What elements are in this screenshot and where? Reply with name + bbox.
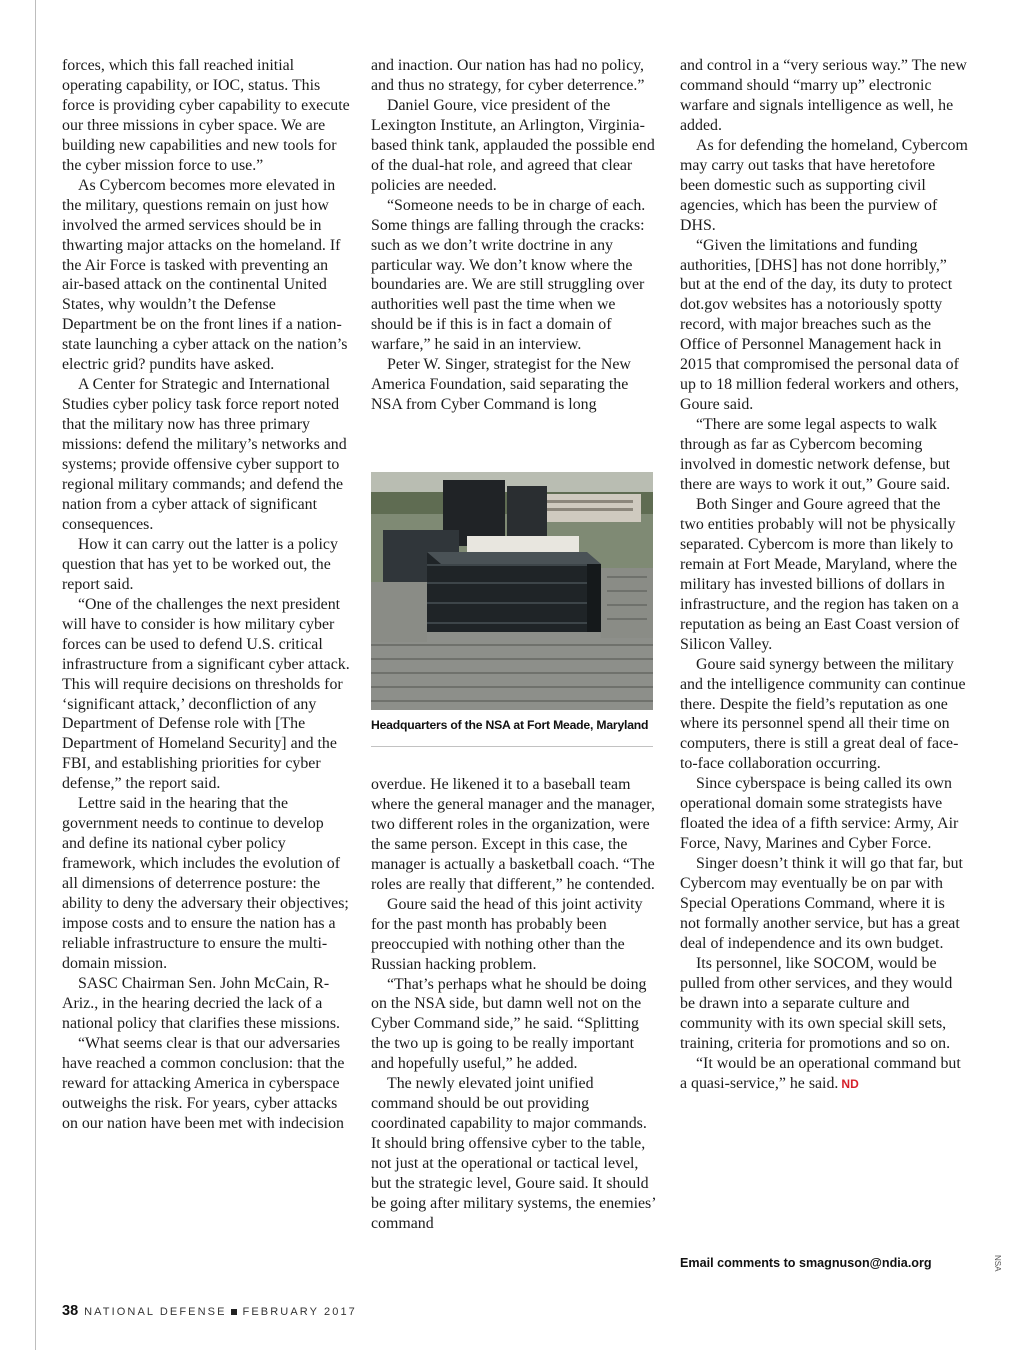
photo-credit: NSA	[993, 1255, 1002, 1272]
end-mark: ND	[841, 1076, 859, 1091]
paragraph: “Someone needs to be in charge of each. Some things are falling through the cracks: such as we don’t write doctrine in any particular way. We don’t know where the boundaries are. We are still struggling over authorities well past the time when we should be if this is in fact a domain of warfare,” he said in an interview.	[371, 196, 646, 354]
paragraph: Singer doesn’t think it will go that far, but Cybercom may eventually be on par with Special Operations Command, where it is not formally another service, but has a great deal of independence and its own budget.	[680, 855, 963, 952]
paragraph: overdue. He likened it to a baseball team where the general manager and the manager, two different roles in the organization, were the same person. Except in this case, the manager is actually a basketball coach. “The roles are really that different,” he contended.	[371, 776, 655, 893]
paragraph: Its personnel, like SOCOM, would be pulled from other services, and they would be drawn into a separate culture and community with its own special skill sets, training, criteria for promotions and so on.	[680, 954, 953, 1052]
article-column-1	[62, 56, 350, 1133]
article-column-2-bottom	[371, 775, 659, 1234]
paragraph: “Given the limitations and funding authorities, [DHS] has not done horribly,” but at the end of the day, its duty to protect dot.gov websites has a notoriously spotty record, with major breaches such as the Office of Personnel Management hack in 2015 that compromised the personal data of up to 18 million federal workers and others, Goure said.	[680, 236, 959, 414]
nsa-headquarters-photo	[371, 472, 653, 710]
paragraph: How it can carry out the latter is a policy question that has yet to be worked out, the report said.	[62, 535, 338, 593]
paragraph: A Center for Strategic and International Studies cyber policy task force report noted that the military now has three primary missions: defend the military’s networks and systems; provide offensive cyber support to regional military commands; and defend the nation from a cyber attack of significant consequences.	[62, 376, 347, 533]
paragraph: Daniel Goure, vice president of the Lexington Institute, an Arlington, Virginia-based think tank, applauded the possible end of the dual-hat role, and agreed that clear policies are needed.	[371, 96, 655, 194]
publication-name: NATIONAL DEFENSE	[84, 1306, 227, 1318]
paragraph: Lettre said in the hearing that the government needs to continue to develop and define its national cyber policy framework, which includes the evolution of all dimensions of deterrence posture: the ability to deny the adversary their objectives; impose costs and to ensure the nation has a reliable infrastructure to ensure the multi-domain mission.	[62, 795, 349, 972]
paragraph: Both Singer and Goure agreed that the two entities probably will not be physically separated. Cybercom is more than likely to remain at Fort Meade, Maryland, where the military has invested billions of dollars in infrastructure, and the region has taken on a reputation as being an East Coast version of Silicon Valley.	[680, 495, 960, 653]
page-number: 38	[62, 1303, 79, 1319]
paragraph: “There are some legal aspects to walk through as far as Cybercom becoming involved in domestic network defense, but there are ways to work it out,” Goure said.	[680, 416, 951, 494]
paragraph: As for defending the homeland, Cybercom may carry out tasks that have heretofore been domestic such as supporting civil agencies, which has been the purview of DHS.	[680, 136, 968, 234]
paragraph: “What seems clear is that our adversaries have reached a common conclusion: that the reward for attacking America in cyberspace outweighs the risk. For years, cyber attacks on our nation have been met with indecision	[62, 1034, 345, 1132]
article-column-3	[680, 56, 968, 1095]
paragraph: and control in a “very serious way.” The new command should “marry up” electronic warfare and signals intelligence as well, he added.	[680, 57, 967, 134]
page-edge-rule	[35, 0, 36, 1350]
paragraph: “That’s perhaps what he should be doing on the NSA side, but damn well not on the Cyber Command side,” he said. “Splitting the two up is going to be really important and hopefully useful,” he added.	[371, 975, 647, 1073]
paragraph: “One of the challenges the next president will have to consider is how military cyber forces can be used to defend U.S. critical infrastructure from a significant cyber attack. This will require decisions on thresholds for ‘significant attack,’ deconfliction of any Department of Defense role with [The Department of Homeland Security] and the FBI, and establishing priorities for cyber defense,” the report said.	[62, 595, 350, 793]
article-column-2-top	[371, 56, 659, 415]
paragraph: The newly elevated joint unified command should be out providing coordinated capability to major commands. It should bring offensive cyber to the table, not just at the operational or tactical level, but the strategic level, Goure said. It should be going after military systems, the enemies’ command	[371, 1075, 656, 1232]
paragraph: As Cybercom becomes more elevated in the military, questions remain on just how involved the armed services should be in thwarting major attacks on the homeland. If the Air Force is tasked with preventing an air-based attack on the continental United States, why wouldn’t the Defense Department be on the front lines if a nation-state launching a cyber attack on the nation’s electric grid? pundits have asked.	[62, 176, 348, 374]
issue-date: FEBRUARY 2017	[242, 1306, 357, 1318]
paragraph: “It would be an operational command but a quasi-service,” he said. ND	[680, 1054, 961, 1092]
paragraph: forces, which this fall reached initial operating capability, or IOC, status. This force is providing cyber capability to execute our three missions in cyber space. We are building new capabilities and new tools for the cyber mission force to use.”	[62, 57, 350, 174]
caption-divider	[371, 746, 653, 747]
paragraph: Peter W. Singer, strategist for the New America Foundation, said separating the NSA from Cyber Command is long	[371, 356, 631, 414]
paragraph: and inaction. Our nation has had no policy, and thus no strategy, for cyber deterrence.”	[371, 57, 645, 94]
paragraph: SASC Chairman Sen. John McCain, R-Ariz., in the hearing decried the lack of a national policy that clarifies these missions.	[62, 974, 341, 1032]
paragraph: Goure said the head of this joint activity for the past month has probably been preoccupied with nothing other than the Russian hacking problem.	[371, 895, 643, 973]
paragraph: Goure said synergy between the military and the intelligence community can continue there. Despite the field’s reputation as one where its personnel spend all their time on computers, there is still a great deal of face-to-face collaboration occurring.	[680, 655, 966, 773]
page-footer	[62, 1303, 357, 1319]
paragraph: Since cyberspace is being called its own operational domain some strategists have floated the idea of a fifth service: Army, Air Force, Navy, Marines and Cyber Force.	[680, 775, 959, 853]
square-separator-icon	[231, 1309, 237, 1315]
email-comments-line: Email comments to smagnuson@ndia.org	[680, 1256, 932, 1270]
photo-caption: Headquarters of the NSA at Fort Meade, Maryland	[371, 718, 649, 732]
